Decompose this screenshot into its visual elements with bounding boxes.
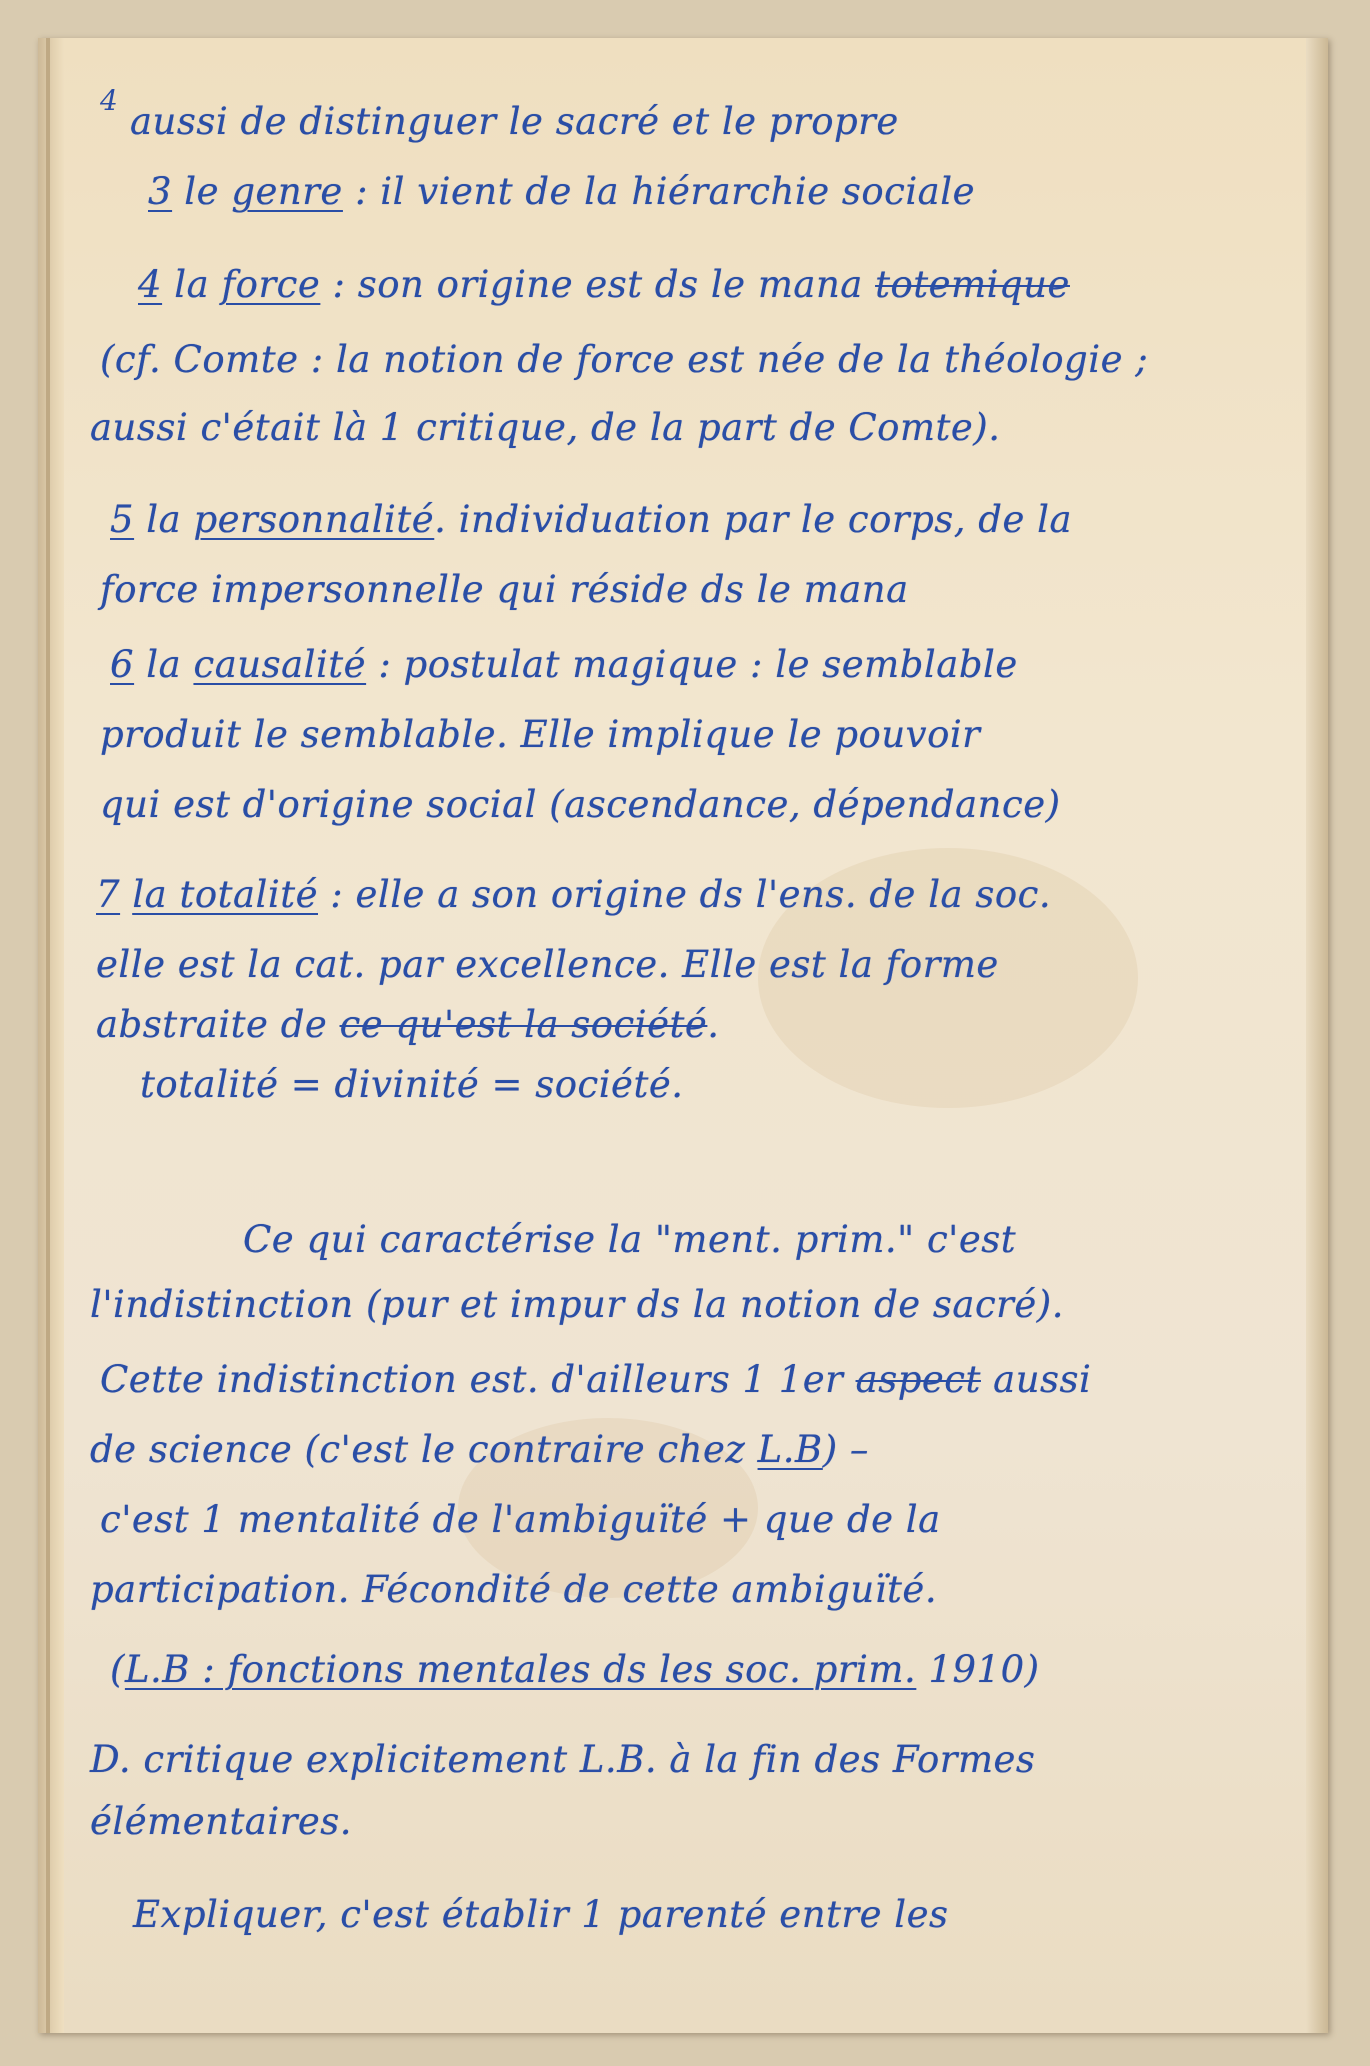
underlined-text: la totalité bbox=[132, 873, 318, 916]
note-text: 1910) bbox=[916, 1648, 1040, 1691]
note-text bbox=[120, 873, 132, 916]
note-line bbox=[243, 1218, 1016, 1261]
note-line bbox=[96, 1003, 720, 1046]
note-text: la bbox=[134, 643, 194, 686]
notebook-page bbox=[38, 38, 1328, 2033]
note-text: : elle a son origine ds l'ens. de la soc. bbox=[317, 873, 1052, 916]
note-text: Expliquer, c'est établir 1 parenté entre les bbox=[133, 1893, 949, 1936]
note-text: élémentaires. bbox=[90, 1800, 353, 1843]
note-line bbox=[90, 1428, 869, 1471]
page-number: 4 bbox=[100, 84, 118, 117]
note-line bbox=[90, 1800, 352, 1843]
struck-text: ce qu'est la société bbox=[339, 1003, 708, 1046]
note-line bbox=[110, 498, 1072, 541]
note-text: de science (c'est le contraire chez bbox=[90, 1428, 758, 1471]
underlined-text: 4 bbox=[138, 263, 163, 306]
note-line bbox=[130, 100, 899, 143]
note-text: : postulat magique : le semblable bbox=[366, 643, 1018, 686]
note-text: . bbox=[707, 1003, 720, 1046]
note-line bbox=[90, 1283, 1064, 1326]
page-right-edge bbox=[1306, 38, 1328, 2033]
note-text: totalité = divinité = société. bbox=[140, 1063, 684, 1106]
struck-text: totemique bbox=[875, 263, 1070, 306]
underlined-text: causalité bbox=[193, 643, 367, 686]
note-text: aussi bbox=[980, 1358, 1092, 1401]
note-line bbox=[140, 1063, 683, 1106]
notebook-binding bbox=[46, 38, 50, 2033]
note-line bbox=[100, 1498, 941, 1541]
note-text: ) – bbox=[822, 1428, 869, 1471]
page-left-edge bbox=[38, 38, 64, 2033]
note-text: participation. Fécondité de cette ambiguïté. bbox=[90, 1568, 938, 1611]
underlined-text: genre bbox=[231, 170, 343, 213]
note-text: ( bbox=[110, 1648, 125, 1691]
note-text: abstraite de bbox=[96, 1003, 340, 1046]
note-text: la bbox=[162, 263, 222, 306]
note-text: (cf. Comte : la notion de force est née de la théologie ; bbox=[100, 338, 1149, 381]
note-text: aussi de distinguer le sacré et le propre bbox=[130, 100, 899, 143]
note-line bbox=[138, 263, 1070, 306]
note-line bbox=[110, 643, 1018, 686]
note-text: la bbox=[134, 498, 194, 541]
note-line bbox=[100, 338, 1148, 381]
note-line bbox=[90, 1568, 937, 1611]
note-line bbox=[96, 943, 999, 986]
struck-text: aspect bbox=[855, 1358, 981, 1401]
note-line bbox=[100, 783, 1061, 826]
underlined-text: 5 bbox=[110, 498, 135, 541]
note-text: Cette indistinction est. d'ailleurs 1 1er bbox=[100, 1358, 856, 1401]
note-text: Ce qui caractérise la "ment. prim." c'est bbox=[243, 1218, 1017, 1261]
underlined-text: L.B : fonctions mentales ds les soc. prim. bbox=[124, 1648, 917, 1691]
note-line bbox=[148, 170, 975, 213]
note-text: elle est la cat. par excellence. Elle est la forme bbox=[96, 943, 999, 986]
underlined-text: 6 bbox=[110, 643, 135, 686]
underlined-text: 3 bbox=[148, 170, 173, 213]
note-text: : il vient de la hiérarchie sociale bbox=[342, 170, 975, 213]
note-text: D. critique explicitement L.B. à la fin des Formes bbox=[90, 1738, 1036, 1781]
note-line bbox=[110, 1648, 1040, 1691]
note-line bbox=[96, 873, 1051, 916]
underlined-text: force bbox=[221, 263, 321, 306]
note-line bbox=[100, 568, 909, 611]
note-text: force impersonnelle qui réside ds le mana bbox=[100, 568, 909, 611]
note-text: produit le semblable. Elle implique le pouvoir bbox=[100, 713, 981, 756]
note-text: l'indistinction (pur et impur ds la notion de sacré). bbox=[90, 1283, 1064, 1326]
note-line bbox=[90, 1738, 1035, 1781]
note-text: : son origine est ds le mana bbox=[320, 263, 876, 306]
underlined-text: 7 bbox=[96, 873, 121, 916]
note-text: aussi c'était là 1 critique, de la part de Comte). bbox=[90, 406, 1001, 449]
note-text: le bbox=[172, 170, 232, 213]
note-line bbox=[133, 1893, 948, 1936]
note-text: qui est d'origine social (ascendance, dépendance) bbox=[100, 783, 1061, 826]
underlined-text: L.B bbox=[757, 1428, 823, 1471]
note-line bbox=[90, 406, 1001, 449]
note-text: . individuation par le corps, de la bbox=[434, 498, 1073, 541]
note-text: c'est 1 mentalité de l'ambiguïté + que de la bbox=[100, 1498, 941, 1541]
note-line bbox=[100, 713, 980, 756]
note-line bbox=[100, 1358, 1091, 1401]
underlined-text: personnalité bbox=[193, 498, 435, 541]
